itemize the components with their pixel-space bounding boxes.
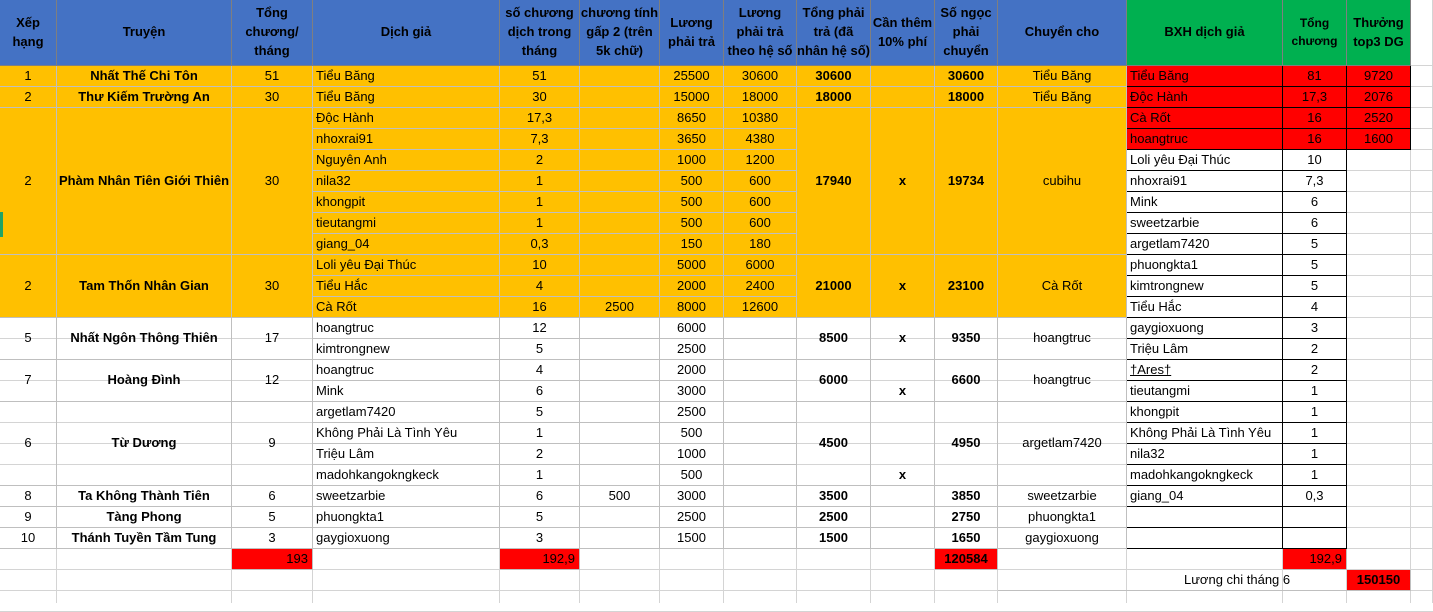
leaderboard-total[interactable]: 16 xyxy=(1283,129,1347,150)
story-title[interactable]: Ta Không Thành Tiên xyxy=(57,486,232,507)
leaderboard-total[interactable]: 1 xyxy=(1283,402,1347,423)
salary-coef-cell[interactable]: 1200 xyxy=(724,150,797,171)
leaderboard-total[interactable]: 4 xyxy=(1283,297,1347,318)
total-pay-cell[interactable]: 30600 xyxy=(797,66,871,87)
leaderboard-name[interactable]: kimtrongnew xyxy=(1127,276,1283,297)
salary-coef-cell[interactable]: 600 xyxy=(724,192,797,213)
header-fee[interactable]: Cần thêm 10% phí xyxy=(871,0,935,66)
salary-cell[interactable]: 1000 xyxy=(660,150,724,171)
transfer-to-cell[interactable]: Tiểu Băng xyxy=(998,87,1127,108)
pearls-cell[interactable]: 2750 xyxy=(935,507,998,528)
total-chapters-cell[interactable]: 9 xyxy=(232,402,313,486)
translated-chapters[interactable]: 1 xyxy=(500,423,580,444)
leaderboard-name[interactable]: argetlam7420 xyxy=(1127,234,1283,255)
rank-cell[interactable]: 5 xyxy=(0,318,57,360)
leaderboard-total[interactable]: 5 xyxy=(1283,276,1347,297)
salary-coef-cell[interactable] xyxy=(724,486,797,507)
total-chapters-cell[interactable]: 30 xyxy=(232,108,313,255)
fee-cell[interactable] xyxy=(871,87,935,108)
leaderboard-name[interactable]: Tiểu Hắc xyxy=(1127,297,1283,318)
salary-coef-cell[interactable]: 30600 xyxy=(724,66,797,87)
double-chapters[interactable] xyxy=(580,360,660,381)
leaderboard-name[interactable]: Mink xyxy=(1127,192,1283,213)
total-pay-cell[interactable]: 6000 xyxy=(797,360,871,402)
fee-cell[interactable]: x xyxy=(871,360,935,402)
transfer-to-cell[interactable]: argetlam7420 xyxy=(998,402,1127,486)
salary-coef-cell[interactable] xyxy=(724,465,797,486)
pearls-cell[interactable]: 1650 xyxy=(935,528,998,549)
fee-cell[interactable] xyxy=(871,486,935,507)
translator-name[interactable]: kimtrongnew xyxy=(313,339,500,360)
leaderboard-total[interactable]: 1 xyxy=(1283,381,1347,402)
transfer-to-cell[interactable]: hoangtruc xyxy=(998,360,1127,402)
leaderboard-total[interactable] xyxy=(1283,507,1347,528)
translated-chapters[interactable]: 6 xyxy=(500,381,580,402)
leaderboard-name[interactable]: hoangtruc xyxy=(1127,129,1283,150)
leaderboard-total[interactable]: 6 xyxy=(1283,192,1347,213)
translator-name[interactable]: Loli yêu Đại Thúc xyxy=(313,255,500,276)
salary-coef-cell[interactable] xyxy=(724,318,797,339)
translated-chapters[interactable]: 10 xyxy=(500,255,580,276)
board-total-sum[interactable]: 192,9 xyxy=(1283,549,1347,570)
salary-cell[interactable]: 2500 xyxy=(660,339,724,360)
salary-coef-cell[interactable] xyxy=(724,360,797,381)
pearls-cell[interactable]: 9350 xyxy=(935,318,998,360)
translated-chapters[interactable]: 17,3 xyxy=(500,108,580,129)
total-pay-cell[interactable]: 4500 xyxy=(797,402,871,486)
translator-name[interactable]: nhoxrai91 xyxy=(313,129,500,150)
pearls-cell[interactable]: 23100 xyxy=(935,255,998,318)
story-title[interactable]: Thánh Tuyền Tầm Tung xyxy=(57,528,232,549)
leaderboard-total[interactable]: 17,3 xyxy=(1283,87,1347,108)
header-board_total[interactable]: Tổng chương xyxy=(1283,0,1347,66)
leaderboard-name[interactable] xyxy=(1127,528,1283,549)
leaderboard-name[interactable]: Tiểu Băng xyxy=(1127,66,1283,87)
salary-cell[interactable]: 150 xyxy=(660,234,724,255)
rank-cell[interactable]: 6 xyxy=(0,402,57,486)
total-pay-cell[interactable]: 21000 xyxy=(797,255,871,318)
salary-cell[interactable]: 2000 xyxy=(660,276,724,297)
leaderboard-name[interactable] xyxy=(1127,507,1283,528)
leaderboard-total[interactable]: 1 xyxy=(1283,444,1347,465)
salary-cell[interactable]: 500 xyxy=(660,192,724,213)
header-rank[interactable]: Xếp hạng xyxy=(0,0,57,66)
translator-name[interactable]: Triệu Lâm xyxy=(313,444,500,465)
total-chapters-cell[interactable]: 30 xyxy=(232,255,313,318)
translated-chapters[interactable]: 2 xyxy=(500,150,580,171)
fee-cell[interactable]: x xyxy=(871,402,935,486)
header-story[interactable]: Truyện xyxy=(57,0,232,66)
total-chapters-cell[interactable]: 5 xyxy=(232,507,313,528)
double-chapters[interactable]: 500 xyxy=(580,486,660,507)
leaderboard-bonus[interactable]: 2520 xyxy=(1347,108,1411,129)
leaderboard-name[interactable]: giang_04 xyxy=(1127,486,1283,507)
salary-cell[interactable]: 1500 xyxy=(660,528,724,549)
translated-chapters[interactable]: 5 xyxy=(500,402,580,423)
double-chapters[interactable] xyxy=(580,108,660,129)
story-title[interactable]: Từ Dương xyxy=(57,402,232,486)
double-chapters[interactable] xyxy=(580,213,660,234)
translated-chapters[interactable]: 4 xyxy=(500,276,580,297)
story-title[interactable]: Nhất Ngôn Thông Thiên xyxy=(57,318,232,360)
translator-name[interactable]: Tiểu Hắc xyxy=(313,276,500,297)
rank-cell[interactable]: 2 xyxy=(0,108,57,255)
translated-chapters[interactable]: 4 xyxy=(500,360,580,381)
salary-coef-cell[interactable]: 4380 xyxy=(724,129,797,150)
story-title[interactable]: Phàm Nhân Tiên Giới Thiên xyxy=(57,108,232,255)
header-salary_coef[interactable]: Lương phải trả theo hệ số xyxy=(724,0,797,66)
rank-cell[interactable]: 2 xyxy=(0,87,57,108)
double-chapters[interactable] xyxy=(580,192,660,213)
leaderboard-total[interactable]: 3 xyxy=(1283,318,1347,339)
total-pay-cell[interactable]: 18000 xyxy=(797,87,871,108)
total-chapters-cell[interactable]: 6 xyxy=(232,486,313,507)
salary-cell[interactable]: 8000 xyxy=(660,297,724,318)
leaderboard-total[interactable]: 5 xyxy=(1283,234,1347,255)
leaderboard-total[interactable]: 7,3 xyxy=(1283,171,1347,192)
translated-chapters[interactable]: 5 xyxy=(500,339,580,360)
leaderboard-name[interactable]: Loli yêu Đại Thúc xyxy=(1127,150,1283,171)
double-chapters[interactable] xyxy=(580,507,660,528)
translated-chapters[interactable]: 7,3 xyxy=(500,129,580,150)
salary-cell[interactable]: 5000 xyxy=(660,255,724,276)
fee-cell[interactable] xyxy=(871,528,935,549)
salary-coef-cell[interactable]: 10380 xyxy=(724,108,797,129)
translated-chapters[interactable]: 2 xyxy=(500,444,580,465)
rank-cell[interactable]: 2 xyxy=(0,255,57,318)
translator-name[interactable]: nila32 xyxy=(313,171,500,192)
leaderboard-name[interactable]: tieutangmi xyxy=(1127,381,1283,402)
double-chapters[interactable]: 2500 xyxy=(580,297,660,318)
salary-cell[interactable]: 2500 xyxy=(660,507,724,528)
pearls-cell[interactable]: 6600 xyxy=(935,360,998,402)
header-pearls[interactable]: Số ngọc phải chuyển xyxy=(935,0,998,66)
translated-chapters[interactable]: 51 xyxy=(500,66,580,87)
leaderboard-total[interactable]: 5 xyxy=(1283,255,1347,276)
leaderboard-total[interactable]: 2 xyxy=(1283,360,1347,381)
salary-cell[interactable]: 3650 xyxy=(660,129,724,150)
header-bonus[interactable]: Thưởng top3 DG xyxy=(1347,0,1411,66)
double-chapters[interactable] xyxy=(580,276,660,297)
translator-name[interactable]: Nguyên Anh xyxy=(313,150,500,171)
story-title[interactable]: Hoàng Đình xyxy=(57,360,232,402)
leaderboard-name[interactable]: Cà Rốt xyxy=(1127,108,1283,129)
translator-name[interactable]: tieutangmi xyxy=(313,213,500,234)
salary-coef-cell[interactable] xyxy=(724,507,797,528)
salary-cell[interactable]: 3000 xyxy=(660,486,724,507)
pearls-cell[interactable]: 30600 xyxy=(935,66,998,87)
leaderboard-bonus[interactable]: 9720 xyxy=(1347,66,1411,87)
salary-cell[interactable]: 500 xyxy=(660,423,724,444)
rank-cell[interactable]: 9 xyxy=(0,507,57,528)
rank-cell[interactable]: 1 xyxy=(0,66,57,87)
header-salary[interactable]: Lương phải trả xyxy=(660,0,724,66)
total-chapters-cell[interactable]: 30 xyxy=(232,87,313,108)
translated-chapters[interactable]: 12 xyxy=(500,318,580,339)
fee-cell[interactable]: x xyxy=(871,108,935,255)
translated-chapters[interactable]: 3 xyxy=(500,528,580,549)
header-board[interactable]: BXH dịch giả xyxy=(1127,0,1283,66)
story-title[interactable]: Thư Kiếm Trường An xyxy=(57,87,232,108)
leaderboard-total[interactable]: 2 xyxy=(1283,339,1347,360)
translator-name[interactable]: Tiểu Băng xyxy=(313,87,500,108)
salary-cell[interactable]: 8650 xyxy=(660,108,724,129)
double-chapters[interactable] xyxy=(580,528,660,549)
salary-coef-cell[interactable] xyxy=(724,402,797,423)
double-chapters[interactable] xyxy=(580,66,660,87)
total-chapters-cell[interactable]: 51 xyxy=(232,66,313,87)
salary-coef-cell[interactable]: 2400 xyxy=(724,276,797,297)
header-total_pay[interactable]: Tổng phải trả (đã nhân hệ số) xyxy=(797,0,871,66)
fee-cell[interactable] xyxy=(871,507,935,528)
leaderboard-total[interactable]: 0,3 xyxy=(1283,486,1347,507)
double-chapters[interactable] xyxy=(580,318,660,339)
header-double[interactable]: chương tính gấp 2 (trên 5k chữ) xyxy=(580,0,660,66)
row-marker xyxy=(0,212,3,237)
double-chapters[interactable] xyxy=(580,150,660,171)
salary-cell[interactable]: 2000 xyxy=(660,360,724,381)
rank-cell[interactable]: 8 xyxy=(0,486,57,507)
translator-name[interactable]: hoangtruc xyxy=(313,360,500,381)
salary-coef-cell[interactable]: 6000 xyxy=(724,255,797,276)
leaderboard-name[interactable]: phuongkta1 xyxy=(1127,255,1283,276)
salary-cell[interactable]: 15000 xyxy=(660,87,724,108)
translator-name[interactable]: phuongkta1 xyxy=(313,507,500,528)
month-salary-label[interactable]: Lương chi tháng 6 xyxy=(998,570,1347,591)
transfer-to-cell[interactable]: Cà Rốt xyxy=(998,255,1127,318)
leaderboard-bonus[interactable]: 1600 xyxy=(1347,129,1411,150)
total-pay-cell[interactable]: 17940 xyxy=(797,108,871,255)
double-chapters[interactable] xyxy=(580,255,660,276)
double-chapters[interactable] xyxy=(580,444,660,465)
salary-coef-cell[interactable]: 18000 xyxy=(724,87,797,108)
pearls-cell[interactable]: 4950 xyxy=(935,402,998,486)
translated-chapters[interactable]: 1 xyxy=(500,465,580,486)
double-chapters[interactable] xyxy=(580,234,660,255)
salary-cell[interactable]: 500 xyxy=(660,465,724,486)
translator-name[interactable]: Cà Rốt xyxy=(313,297,500,318)
translator-name[interactable]: Mink xyxy=(313,381,500,402)
translated-chapters[interactable]: 1 xyxy=(500,213,580,234)
leaderboard-name[interactable]: nila32 xyxy=(1127,444,1283,465)
double-chapters[interactable] xyxy=(580,339,660,360)
salary-cell[interactable]: 3000 xyxy=(660,381,724,402)
total-chapters-cell[interactable]: 3 xyxy=(232,528,313,549)
double-chapters[interactable] xyxy=(580,171,660,192)
translated-chapters[interactable]: 30 xyxy=(500,87,580,108)
pearls-cell[interactable]: 19734 xyxy=(935,108,998,255)
pearls-sum[interactable]: 120584 xyxy=(935,549,998,570)
total-chapters-cell[interactable]: 17 xyxy=(232,318,313,360)
translator-name[interactable]: hoangtruc xyxy=(313,318,500,339)
leaderboard-name[interactable]: madohkangokngkeck xyxy=(1127,465,1283,486)
rank-cell[interactable]: 7 xyxy=(0,360,57,402)
total-pay-cell[interactable]: 3500 xyxy=(797,486,871,507)
leaderboard-name[interactable]: †Ares† xyxy=(1127,360,1283,381)
fee-cell[interactable]: x xyxy=(871,318,935,360)
double-chapters[interactable] xyxy=(580,465,660,486)
story-title[interactable]: Tam Thốn Nhân Gian xyxy=(57,255,232,318)
transfer-to-cell[interactable]: Tiểu Băng xyxy=(998,66,1127,87)
double-chapters[interactable] xyxy=(580,87,660,108)
header-translator[interactable]: Dịch giả xyxy=(313,0,500,66)
salary-cell[interactable]: 2500 xyxy=(660,402,724,423)
month-salary-value[interactable]: 150150 xyxy=(1347,570,1411,591)
translated-chapters[interactable]: 6 xyxy=(500,486,580,507)
leaderboard-name[interactable]: khongpit xyxy=(1127,402,1283,423)
salary-cell[interactable]: 500 xyxy=(660,213,724,234)
translator-name[interactable]: Độc Hành xyxy=(313,108,500,129)
story-title[interactable]: Tàng Phong xyxy=(57,507,232,528)
translated-chapters[interactable]: 1 xyxy=(500,171,580,192)
salary-coef-cell[interactable] xyxy=(724,444,797,465)
total-pay-cell[interactable]: 1500 xyxy=(797,528,871,549)
header-total[interactable]: Tổng chương/ tháng xyxy=(232,0,313,66)
translated-chapters[interactable]: 5 xyxy=(500,507,580,528)
transfer-to-cell[interactable]: gaygioxuong xyxy=(998,528,1127,549)
leaderboard-name[interactable]: gaygioxuong xyxy=(1127,318,1283,339)
salary-cell[interactable]: 6000 xyxy=(660,318,724,339)
leaderboard-name[interactable]: Độc Hành xyxy=(1127,87,1283,108)
double-chapters[interactable] xyxy=(580,423,660,444)
translated-sum[interactable]: 192,9 xyxy=(500,549,580,570)
salary-coef-cell[interactable] xyxy=(724,381,797,402)
salary-coef-cell[interactable]: 600 xyxy=(724,213,797,234)
double-chapters[interactable] xyxy=(580,402,660,423)
pearls-cell[interactable]: 3850 xyxy=(935,486,998,507)
salary-coef-cell[interactable]: 12600 xyxy=(724,297,797,318)
translator-name[interactable]: Không Phải Là Tình Yêu xyxy=(313,423,500,444)
fee-cell[interactable] xyxy=(871,66,935,87)
translator-name[interactable]: argetlam7420 xyxy=(313,402,500,423)
salary-coef-cell[interactable] xyxy=(724,528,797,549)
double-chapters[interactable] xyxy=(580,381,660,402)
total-chapters-sum[interactable]: 193 xyxy=(232,549,313,570)
translator-name[interactable]: gaygioxuong xyxy=(313,528,500,549)
double-chapters[interactable] xyxy=(580,129,660,150)
transfer-to-cell[interactable]: hoangtruc xyxy=(998,318,1127,360)
leaderboard-bonus[interactable]: 2076 xyxy=(1347,87,1411,108)
leaderboard-total[interactable]: 6 xyxy=(1283,213,1347,234)
translator-name[interactable]: Tiểu Băng xyxy=(313,66,500,87)
fee-cell[interactable]: x xyxy=(871,255,935,318)
salary-coef-cell[interactable]: 600 xyxy=(724,171,797,192)
translator-name[interactable]: giang_04 xyxy=(313,234,500,255)
transfer-to-cell[interactable]: sweetzarbie xyxy=(998,486,1127,507)
leaderboard-name[interactable]: sweetzarbie xyxy=(1127,213,1283,234)
salary-cell[interactable]: 25500 xyxy=(660,66,724,87)
header-translated[interactable]: số chương dịch trong tháng xyxy=(500,0,580,66)
translated-chapters[interactable]: 16 xyxy=(500,297,580,318)
leaderboard-total[interactable]: 1 xyxy=(1283,423,1347,444)
translator-name[interactable]: madohkangokngkeck xyxy=(313,465,500,486)
story-title[interactable]: Nhất Thế Chi Tôn xyxy=(57,66,232,87)
salary-coef-cell[interactable] xyxy=(724,423,797,444)
salary-cell[interactable]: 1000 xyxy=(660,444,724,465)
transfer-to-cell[interactable]: phuongkta1 xyxy=(998,507,1127,528)
salary-coef-cell[interactable] xyxy=(724,339,797,360)
translated-chapters[interactable]: 0,3 xyxy=(500,234,580,255)
leaderboard-name[interactable]: nhoxrai91 xyxy=(1127,171,1283,192)
rank-cell[interactable]: 10 xyxy=(0,528,57,549)
translator-name[interactable]: sweetzarbie xyxy=(313,486,500,507)
salary-coef-cell[interactable]: 180 xyxy=(724,234,797,255)
leaderboard-total[interactable]: 1 xyxy=(1283,465,1347,486)
total-pay-cell[interactable]: 2500 xyxy=(797,507,871,528)
leaderboard-total[interactable] xyxy=(1283,528,1347,549)
total-chapters-cell[interactable]: 12 xyxy=(232,360,313,402)
transfer-to-cell[interactable]: cubihu xyxy=(998,108,1127,255)
leaderboard-total[interactable]: 16 xyxy=(1283,108,1347,129)
leaderboard-name[interactable]: Không Phải Là Tình Yêu xyxy=(1127,423,1283,444)
total-pay-cell[interactable]: 8500 xyxy=(797,318,871,360)
pearls-cell[interactable]: 18000 xyxy=(935,87,998,108)
leaderboard-total[interactable]: 81 xyxy=(1283,66,1347,87)
leaderboard-total[interactable]: 10 xyxy=(1283,150,1347,171)
salary-cell[interactable]: 500 xyxy=(660,171,724,192)
translator-name[interactable]: khongpit xyxy=(313,192,500,213)
header-transfer[interactable]: Chuyển cho xyxy=(998,0,1127,66)
leaderboard-name[interactable]: Triệu Lâm xyxy=(1127,339,1283,360)
translated-chapters[interactable]: 1 xyxy=(500,192,580,213)
